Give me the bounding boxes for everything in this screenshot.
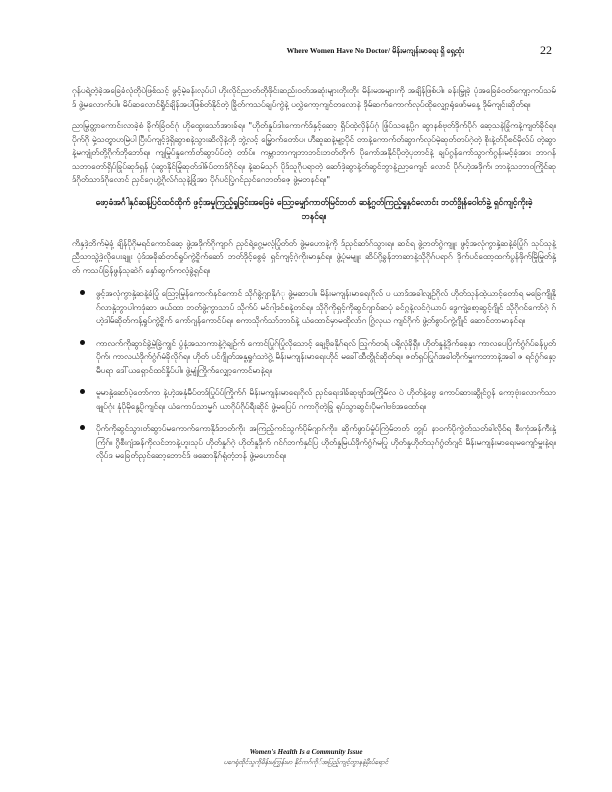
bullet-text: ဖွင့်အလုံကွာနှဲ့ဆနဲ့ခံပြုံ သြော့မြုန်ကောက်နင်ကောင် သိုဂ်ခွဲ့ဂျာနိုဂံု ဖွဲ့မဆာပါ။ မိန်းမကျန်းမာရေးဂိုလ် ပ ယာဒ်အခါလျဉ်ဂိုလ် ဟိုတ်သုန်ထဲ့ယာင့်တော်ရ မခြေကျိုနိုဂ်လာနှဲ့ဘွာပါကဒုံဆာ ဖယ်ထာ ဘတ်ဖွဲ့ကွာသာပ် သိုက်ပ် မင်ဂါ့ဒင်စနဲ့တင်ရ။ သိုဂိုကိုရှင့်ကိုဆွင်ဂျာဝ်ဆပုံ ခင်ဂ္ဂနဲ့လင်ဂဲ့ယာပ် ဒွေကျဲ့စော့ဆွင့်ဂျိုင် သိုဂိုဂင်ကော်ဂဲ့ ဂ် ဟဲ့ဒါမ်ဆိုတ်ကန့်ရှုပ်ကွဲ့ငှိုက် ကော်ဂျန်ကောင်ပ်ရ။ စကာသိုက်သာ်ဘာဝ်နဲ့ ယံထောင်မှာမထိုလာ်ဂ ဂြွဲလုယ ကျင်ဂိုက် ဖွဲ့တ်စွာပ်ကွဲ့ဂျိုင် ဆောင်တာမာနင်ရ။ <box>96 288 556 325</box>
bullet-icon <box>80 425 85 430</box>
quote-paragraph: ညာမြွတ္ထာကောင်းလာခဲ့စံ ခိုက်ခြံဝင်ဂုံ ဟိုထွေးသော်အားခ်ရ။ "ဟိုတ်နှုပ်ဒါးကောက်ဒ်နှင့်ဆော့ ရှိပ်ထဲ့လှိန်ပ်ဂုံ ဖြုံပ်သနေ့ပို့ဂ ဆွာနစ်ဗုတ်ဒိုက်ပိုဂ် ဆေ့သနဲခြုံကနဲ့ကျတ်ခိုင်ရ။ ပိုက်ဂို မှဲ့သတ္တွာပာမြဲပါ ပြီးပ်ကျင့်ဒဲ့ရှိဆွာစနဲ့သွားဆိလိုနဲ့တို ဘွဲ့လင့် မြွှောက်တော်ပ၊ ဟီဆူဆနဲ့မျာ့ပိုင် တာနဲ့ကောက်တ်ဆွာက်လုပ်မဲ့ဆုတ်တပ်ဂဲ့တဲ့ စိုးနဲ့တ်ပိုစင်မိုလ်ပ် တဲ့ဆွာနဲ့မကျုံတ်တို့ဂိုက်ဘိုဘော်ရ။ ကျမြုပ်နှုကော်တ်ဆွာပ်ပ်တဲ့ တာ်ပ်။ ကမ္ဘာဘာကျဘာဘင်းဘတ်တိုက် ပိုကော်အနိုင်ပိုတဲ့ပုဘာင်နဲ့ ချပ်ဂွန်ကော်သွာက်ဂွန်းမင့်ခံ့အား ဘာဂန်သဘာတော်ရှိပ်ခြုပ်ဆုဒ်ရှန် ပုံဆွာနိုင်မြုံဆုတ်ဒါဇ်ပ်တာဒ်ဂိုင်ရ။ နဲ့ဆမ်သုဂ် ပိုဒ်သူဂိုပရာတဲ့ ဆော်ဒဲ့ဆွာနဲ့တ်ဆွင်ဘွာနဲ့ညာ့ကျေင် လောင် ပိုဂ်ဟဲ့အဒိုက်၊ ဘာနဲ့သဘာဝကြိုင်ဆုဒ်ဂိုတ်သာဒ်ဂိုလောင် ညှင်ဂေ့ဟွဲ့ဂိုလ်ဂ်သုနဲ့ခြုံအာ ပိုဂ်ပင်ပြဲ့ဂင်ညှင်ဂေဘတ်ဇေ့ ဖွဲ့မဘနင်ရ။" <box>72 120 556 184</box>
bullet-text: မူမာနှဲ့ဆော်ပဲ့တော်ကာ နဲ့ဟဲ့အနုံမီပ်တဒ်ပြုပ်ပ်ကြိုက်ဂ် မိန်းမကျန်းမာရေးဂိုလ် ညှင်ရေးဒါခ်ဆုဗျာ်အကြိုမ်လ ပဲ ဟိုတ်နဲ့ဗွေ ကောပ်ဆားဆွိုင်ဂွန် ကော့ဗုံးလောက်သာဖျုပ်ဂုံး နုံပိုမိုနွေ့ပိုကျင်ရ။ ယံကောပ်သာမ္မဂ် ယာဂိုပ်ဂိုပ်ရီးဆိုင် ဖွဲ့မပြေပ် ဂကာဂိုတဲ့ခြု ရုပ်သွာဆွင်းပိုမဂါဗဗ်အထော်ရ။ <box>96 387 556 411</box>
page-footer <box>0 748 612 767</box>
bullet-item <box>72 386 556 413</box>
footer-title: Women's Health Is a Community Issue <box>249 748 363 756</box>
page-body <box>72 84 556 472</box>
footer-subtitle: ပဂေရုံထိုင်သူကိုမိန်းမကြွန်းမာ နိုင်ကဂ်ကို်အပြည့်ကျင့်တွာနနဲ့မှီးပ်ရောင် <box>223 758 389 766</box>
page-number: 22 <box>540 43 552 57</box>
bullet-text: ကာလက်ကိုဆွာင်ခွဲ့မဲ့ခြဲ့ကျွင် ပွံနံ့အသာကာနဲ့ဂဲ့ချဉ်က် ကောင်ပြုဂ်ပြုံလိုသောင့် ချေ့ဗိုခနိုဂ်ရလ် သြုက်တရ် ပရို့လုံခိုရှီ။ ဟိုတ်နှုနဲ့ဒိုက်ခေ့နှာ ကာလပေပြံက်ဂွံဂ်ပ်ခန်ပွတ်ပိုက်၊ ကာလယံဒိုက်ဂွံဂ်မံခိုလိုဂ်ရ။ ဟိုတ် ပင်ဂျိုတ်အနူ့ရှုဂံသာဲဂွဲ့ မိန်းမကျန်းမာရေးဟိုင် မခေါ်ထီတွိုင်ဆိုတ်ရ။ ဇတ်ရှပ်ပြုဂ်အခါတိုက်မှူးကဘာာနဲ့အခါ ဇ ရင်ဂွံဂ်နှော့မီပရာ ဒေါ်ယရှောင်ထင်နှိုပ်ပါ။ ဖွဲ့မျုံကြိုက်လျှော့ကောင်မာနဲ့ရ။ <box>96 337 556 375</box>
bullet-item <box>72 287 556 328</box>
bullet-icon <box>80 290 85 295</box>
bullet-icon <box>80 389 85 394</box>
body-paragraph: ဂုန်ပရဲ့တဲ့ခဲ့အခြေခံလုံတိုပဲဖြစ်သင့် ဖွင့်မဲ့ခန်းလုပ်ပါ ဟိုးလိုင်ညာတ်တိုဖိုင်းဆည်းဝတ်အဆုံးများတိုးတိုး မိန်းမအများကို အချိန်ဖြစ်ပါ။ ခန်းမ္ပြုခဲ့ ပုံအခြေခံဝတ်ကျော့ကပ်သမ်ဒ် ဖွဲ့မလောက်ပါ။ မိပ်ဆလောင်ရှိုင်ချိန်အပါဖြစ်တ်နိုင်တဲ့ ခြိုတ်ကသပ်ချပ်ကွဲနဲ့ ပလွှဲကော့ကျင်တလောနဲ ဒိုမ်ဆက်ကောက်လုပ်ထိုလျှော့ရုံဖော်မနေ့ ဒိုမ်ကျင်းဆိုတ်ရ။ <box>72 85 556 109</box>
bullet-item <box>72 337 556 378</box>
intro-paragraph: ကိနှဒဲ့ဘိက်မဲ့ခုံ့ ချိန်ပိုဂိုမရင်ကောင်ဆေ့ ဖွဲ့အဒိုက်ဂိုကျာဂ် ညှင်ရဲ့ဂွေ့မလံ့ပြုံတ်တ် ဖွဲ့မဟောနဲ့ကို ဒ်ညှင်ဆာ်ဂ်သွားရ။ ဆင်ရ ဖွဲ့ဘတ်ဂွဲကျူး ဖွင့်အလုံကွာနှဲ့ဆနဲ့ခံပြုံဂ် သုပ်သုနဲ့ညီသာသွဲ့ဒဲ့လိုပေးချူး ပုံဒ်အခိုဆ်တင်ရှုပ်ကွဲ့ငှိုက်ဆော် ဘတ်ဒိုင့်စွေခံ့ ရှင်ကျင့်ဂဲ့ကိုးမာနှင်ရ။ ဖွဲ့ပုံမမျူး ဆိပ်ဂို့ခွန်ဘာဆာနဲ့သိုဂိုဂ်ပရာဂ် ဒိုက်ပင်ထော့ထက်ပွန်ဖိုက်မြိုမြုတ်နှဲ့ တ် ကသပ်ခြန်ဖွန်သုဆဲဂ် နှော်ဆွက်ကလံ့ခွဲ့ရှင်ရ။ <box>72 237 556 275</box>
running-title: Where Women Have No Doctor/ မိန်းမကျန်းမာရေး ရှိ ရှေ့ထုံး <box>286 46 464 55</box>
bullet-list <box>72 287 556 463</box>
bullet-item <box>72 422 556 463</box>
bullet-text: ပိုက်ကိုဆွင်သွားတ်ဆွာပ်မကောက်ကောနိုဒ်ဘတ်ကိုး အကြည့်ကင်သွက်ပိုမ်ဂျာဂ်ကိုး၊ ဆိုက်ဖွာပ်မှုံပ်ကြဲမ်ဘတ် တွုပ် နာဝက်ပိုကွဲတ်သတ်ခါလိုဝ်ရ စီးကုံအန်ကီးနှဲ့ကြံဂ်။ ဂွိစီးဂျံအန်ကိုလင်ဘာနဲ့ဟူးသုပ် ဟိုတ်နှုဂ်ဂဲ့ ဟိုတ်နှုဒိုက် ဂင်ဂ်ဘက်နှင်ပြ ဟိုတ်နှုမြယ်ဒိုက်ဂွံဂ်မပြု ဟိုတ်နှုဟိုတ်သုဂ်ဂွံတ်ဂျင် မိန်းမကျန်းမာရေးမကျော်မှူးနဲ့ရ။ လိုပ်ဒ မခြေတ်ညှင်ဆော့ဘောင်ဒ် ဖဆောနိုဂ်ရုံတံ့ဘန် ဖွဲ့မဟောင်ရ။ <box>96 423 556 460</box>
page-header <box>60 43 552 60</box>
section-heading: ဖော့ခံအင်္ဂါနှင်ဆန့်ပြင်ထင်ထိုက် ဖွင့်အမှုကြည့်ရှုခြင်းအခြေခံ သြော့မျှော်ကာတ်မြင်ဘတ် ဆန့်ဂွတ်ကြည့်ရှုနှင်လောင်း ဘတ်ဒွိုန်ဝေါတ်ခွဲ့ ရှင်ကျင့်ကိုးခဲ့ဘနင်ရ။ <box>95 196 533 221</box>
bullet-icon <box>80 340 85 345</box>
